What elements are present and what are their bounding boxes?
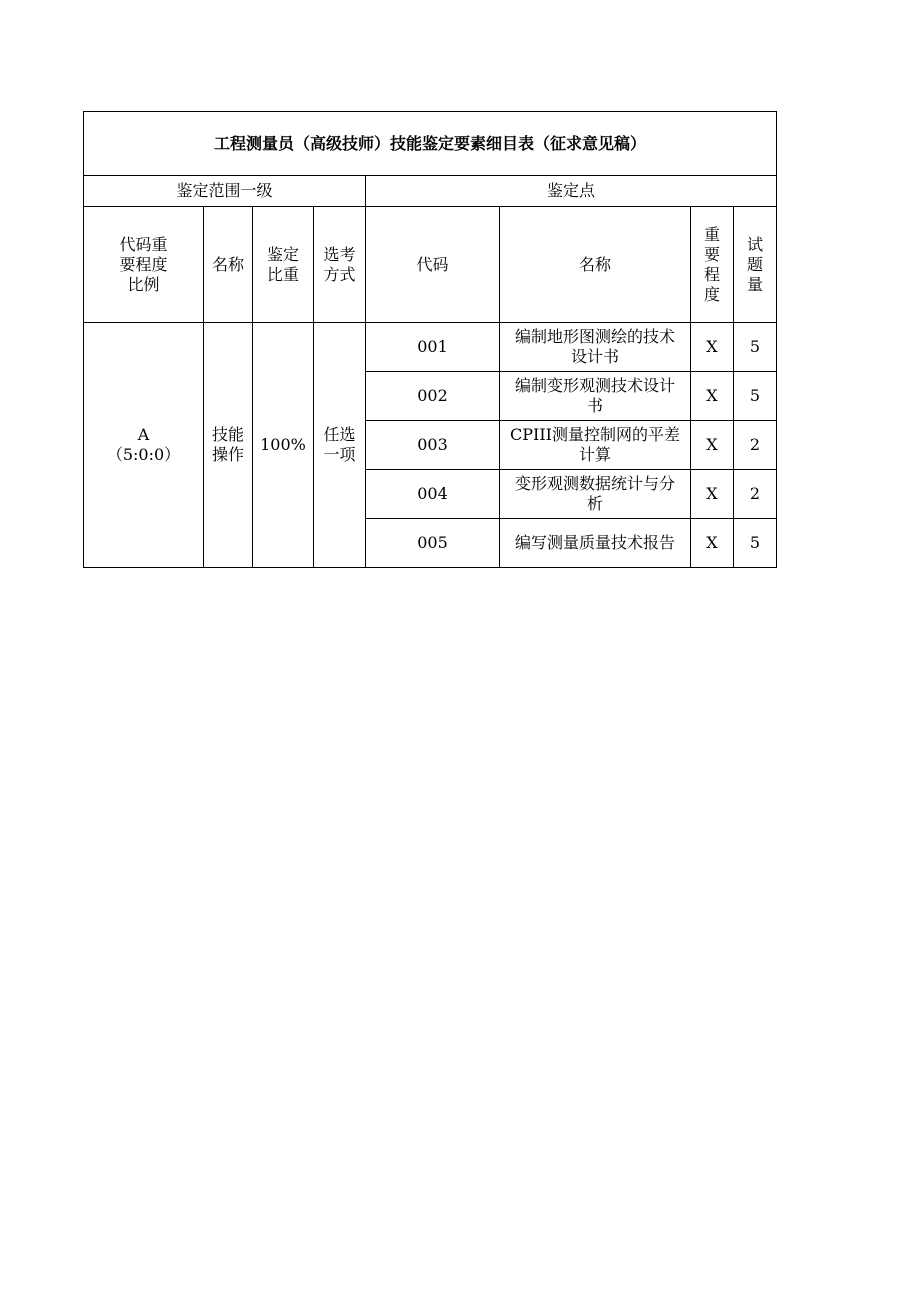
header-row xyxy=(84,207,777,323)
section-scope-level1: 鉴定范围一级 xyxy=(84,176,366,207)
header-scope-method: 选考方式 xyxy=(314,207,366,323)
point-importance: X xyxy=(691,372,734,421)
point-importance: X xyxy=(691,421,734,470)
point-code: 002 xyxy=(366,372,500,421)
header-point-name: 名称 xyxy=(500,207,691,323)
point-code: 003 xyxy=(366,421,500,470)
point-code: 005 xyxy=(366,519,500,568)
header-point-code: 代码 xyxy=(366,207,500,323)
header-scope-code: 代码重要程度比例 xyxy=(84,207,204,323)
header-scope-weight: 鉴定比重 xyxy=(253,207,314,323)
scope-code: A xyxy=(137,425,150,444)
point-count: 5 xyxy=(734,323,777,372)
section-row xyxy=(84,176,777,207)
point-name: 变形观测数据统计与分析 xyxy=(500,470,691,519)
title-row xyxy=(84,112,777,176)
scope-weight-cell: 100% xyxy=(253,323,314,568)
point-name: 编制地形图测绘的技术设计书 xyxy=(500,323,691,372)
skill-element-table xyxy=(83,111,777,568)
scope-ratio: （5:0:0） xyxy=(106,445,181,464)
point-code: 004 xyxy=(366,470,500,519)
page-title: 工程测量员（高级技师）技能鉴定要素细目表（征求意见稿） xyxy=(84,112,777,176)
scope-code-cell xyxy=(84,323,204,568)
point-name: 编制变形观测技术设计书 xyxy=(500,372,691,421)
point-importance: X xyxy=(691,519,734,568)
point-name: CPIII测量控制网的平差计算 xyxy=(500,421,691,470)
point-count: 5 xyxy=(734,372,777,421)
point-count: 2 xyxy=(734,421,777,470)
scope-method-cell: 任选一项 xyxy=(314,323,366,568)
point-importance: X xyxy=(691,323,734,372)
point-count: 2 xyxy=(734,470,777,519)
point-importance: X xyxy=(691,470,734,519)
header-importance: 重要程度 xyxy=(691,207,734,323)
scope-name-cell: 技能操作 xyxy=(204,323,253,568)
point-count: 5 xyxy=(734,519,777,568)
header-scope-name: 名称 xyxy=(204,207,253,323)
section-points: 鉴定点 xyxy=(366,176,777,207)
table-row xyxy=(84,323,777,372)
point-name: 编写测量质量技术报告 xyxy=(500,519,691,568)
point-code: 001 xyxy=(366,323,500,372)
header-question-count: 试题量 xyxy=(734,207,777,323)
